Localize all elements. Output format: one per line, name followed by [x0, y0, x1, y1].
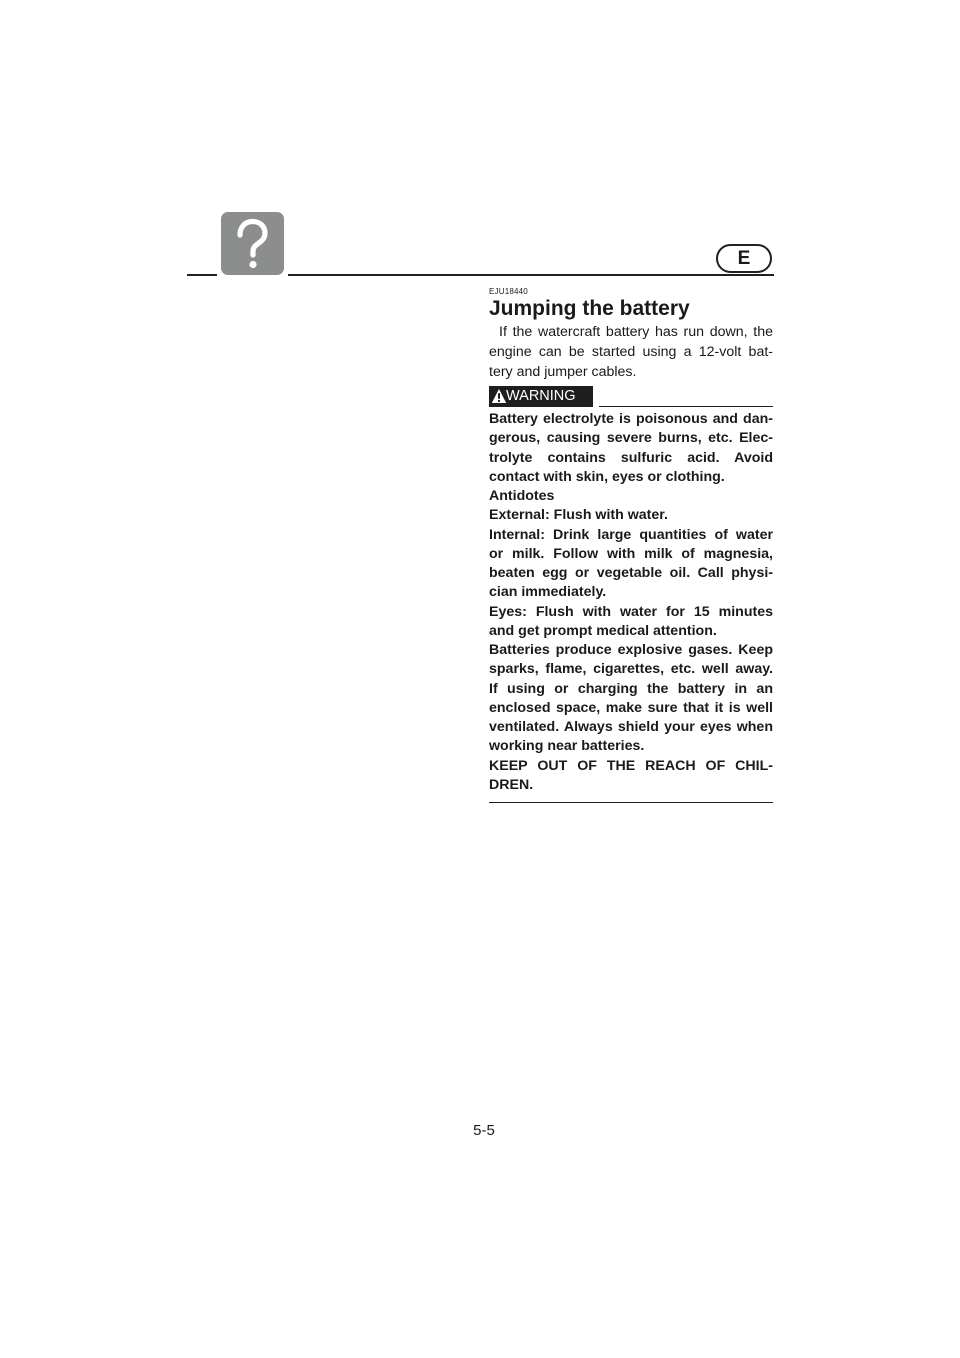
- warning-body: [489, 410, 773, 795]
- chapter-icon: [221, 212, 284, 275]
- page-number: 5-5: [473, 1122, 495, 1139]
- warning-top-rule: [599, 406, 773, 407]
- warning-line: and get prompt medical attention.: [489, 622, 717, 639]
- warning-bottom-rule: [489, 802, 773, 803]
- warning-line: Eyes: Flush with water for 15 minutes: [489, 603, 773, 620]
- header-rule-left: [187, 274, 217, 276]
- warning-label-text: WARNING: [506, 388, 576, 404]
- warning-line: Antidotes: [489, 488, 555, 504]
- section-title: Jumping the battery: [489, 297, 690, 320]
- warning-line: KEEP OUT OF THE REACH OF CHIL-: [489, 757, 773, 774]
- warning-line: cian immediately.: [489, 584, 607, 601]
- warning-triangle-icon: [491, 388, 507, 404]
- intro-paragraph: [489, 322, 773, 382]
- warning-line: External: Flush with water.: [489, 507, 668, 524]
- warning-line: or milk. Follow with milk of magnesia,: [489, 545, 773, 562]
- warning-line: If using or charging the battery in an: [489, 680, 773, 697]
- intro-line: If the watercraft battery has run down, the: [499, 324, 773, 340]
- intro-line: tery and jumper cables.: [489, 364, 637, 380]
- section-code: EJU18440: [489, 287, 528, 296]
- warning-line: Internal: Drink large quantities of water: [489, 526, 773, 543]
- warning-line: enclosed space, make sure that it is well: [489, 699, 773, 716]
- warning-line: sparks, flame, cigarettes, etc. well away.: [489, 661, 773, 678]
- intro-line: engine can be started using a 12-volt bat-: [489, 344, 773, 360]
- warning-line: Batteries produce explosive gases. Keep: [489, 642, 773, 658]
- warning-line: ventilated. Always shield your eyes when: [489, 719, 773, 735]
- warning-label: [489, 386, 593, 407]
- warning-line: working near batteries.: [489, 738, 645, 755]
- language-badge: E: [716, 244, 772, 273]
- warning-line: contact with skin, eyes or clothing.: [489, 468, 725, 485]
- warning-line: beaten egg or vegetable oil. Call physi-: [489, 565, 773, 581]
- question-mark-icon: [221, 212, 284, 275]
- warning-line: trolyte contains sulfuric acid. Avoid: [489, 449, 773, 466]
- header-rule-right: [288, 274, 774, 276]
- warning-line: gerous, causing severe burns, etc. Elec-: [489, 430, 773, 447]
- warning-line: DREN.: [489, 776, 534, 793]
- warning-line: Battery electrolyte is poisonous and dan-: [489, 411, 773, 427]
